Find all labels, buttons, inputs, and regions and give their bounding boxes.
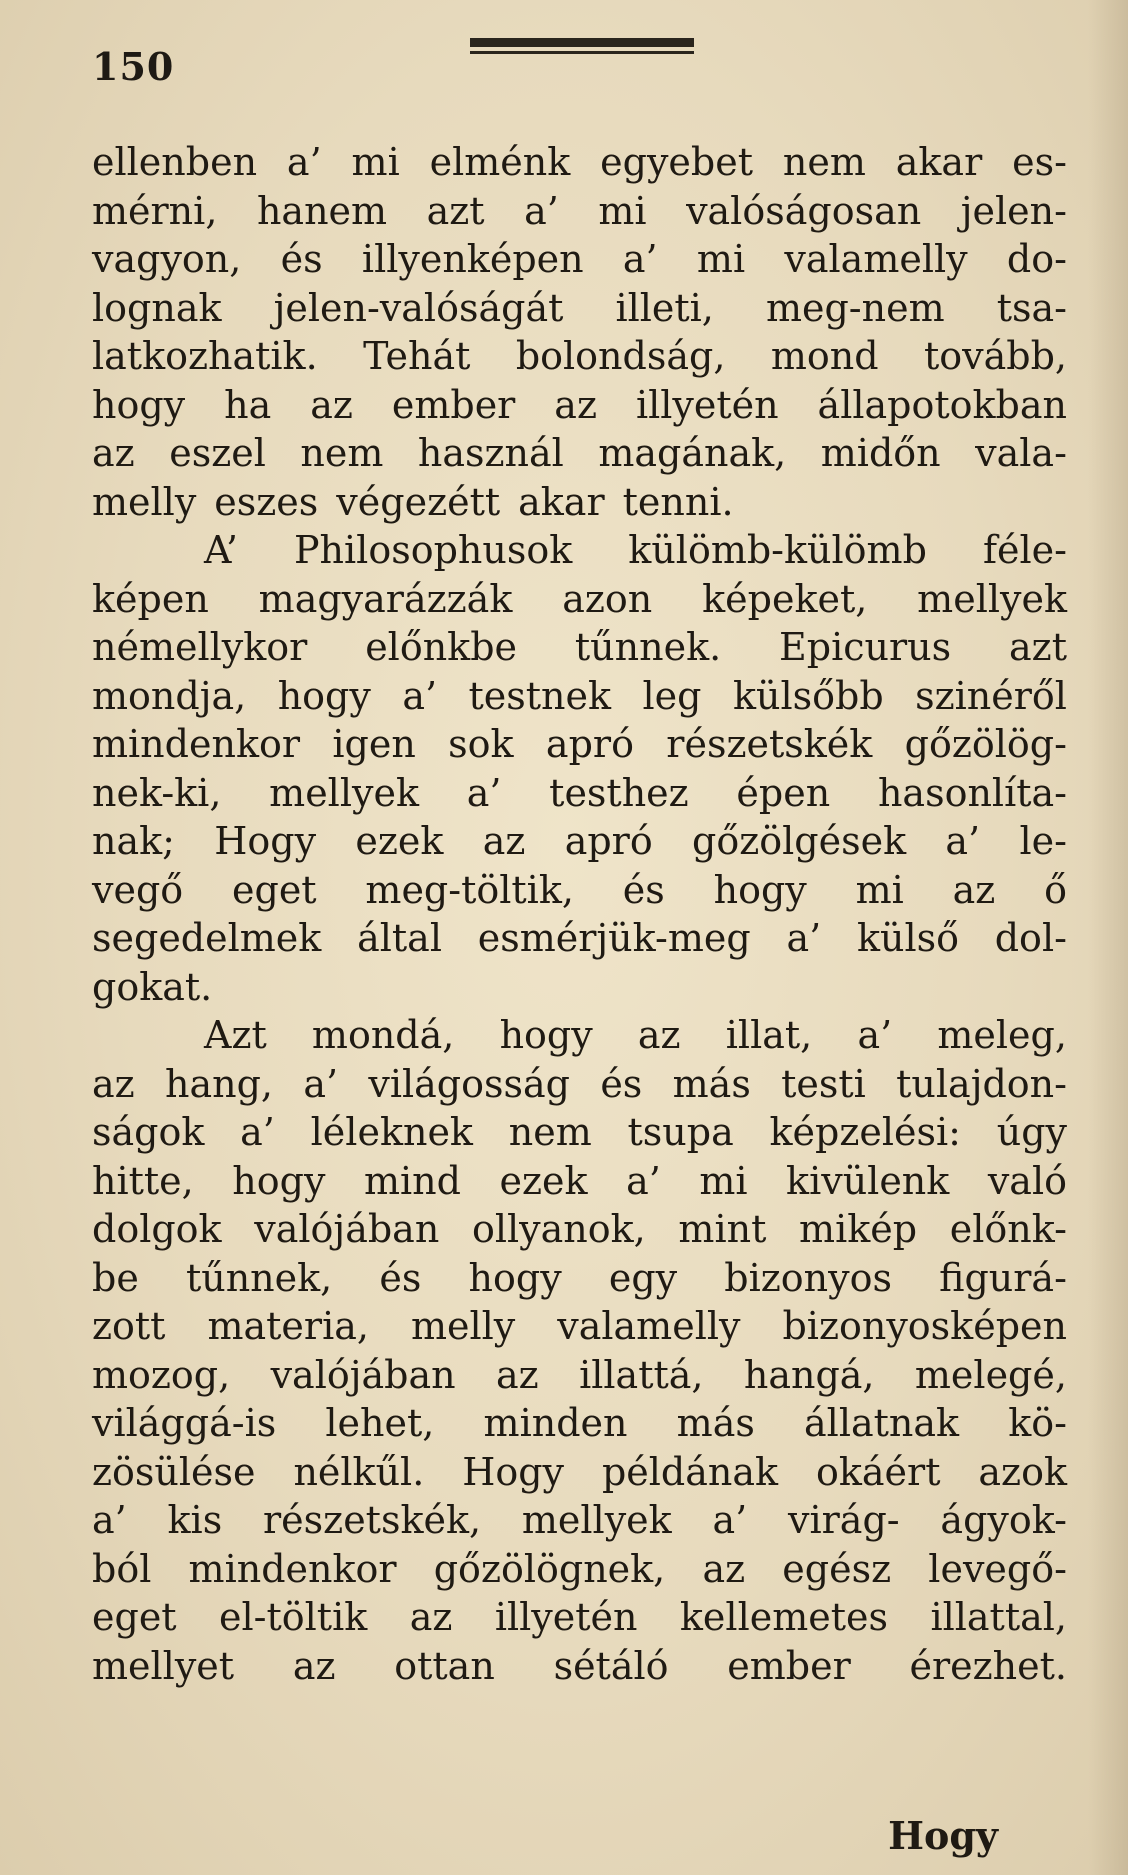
text-line: az eszel nem használ magának, midőn vala-	[92, 431, 1067, 475]
text-line: világgá-is lehet, minden más állatnak kö-	[92, 1401, 1067, 1445]
text-line: segedelmek által esmérjük-meg a’ külső dol-	[92, 916, 1067, 960]
text-line: az hang, a’ világosság és más testi tulajdon-	[92, 1061, 1067, 1106]
text-line: hogy ha az ember az illyetén állapotokban	[92, 382, 1067, 427]
text-line: gokat.	[92, 964, 213, 1009]
text-line: vegő eget meg-töltik, és hogy mi az ő	[92, 867, 1067, 912]
text-line: nek-ki, mellyek a’ testhez épen hasonlíta-	[92, 770, 1067, 815]
text-line: zösülése nélkűl. Hogy példának okáért azok	[92, 1449, 1067, 1494]
text-line: mellyet az ottan sétáló ember érezhet.	[92, 1643, 1067, 1688]
body-text	[92, 138, 1067, 1690]
text-line: nak; Hogy ezek az apró gőzölgések a’ le-	[92, 819, 1067, 863]
text-line: A’ Philosophusok külömb-külömb féle-	[204, 528, 1067, 572]
text-line: mondja, hogy a’ testnek leg külsőbb szinéről	[92, 673, 1067, 718]
text-line: be tűnnek, és hogy egy bizonyos figurá-	[92, 1255, 1067, 1300]
page-number: 150	[92, 44, 175, 89]
catchword: Hogy	[888, 1813, 998, 1858]
text-line: ból mindenkor gőzölögnek, az egész levegő-	[92, 1546, 1067, 1591]
text-line: képen magyarázzák azon képeket, mellyek	[92, 576, 1067, 621]
page-fold-shadow	[1088, 0, 1128, 1875]
header-rule	[470, 38, 694, 57]
text-line: hitte, hogy mind ezek a’ mi kivülenk való	[92, 1158, 1067, 1203]
text-line: eget el-töltik az illyetén kellemetes illattal,	[92, 1595, 1067, 1639]
text-line: mozog, valójában az illattá, hangá, melegé,	[92, 1352, 1067, 1397]
text-line: mérni, hanem azt a’ mi valóságosan jelen-	[92, 188, 1067, 233]
text-line: ellenben a’ mi elménk egyebet nem akar es-	[92, 140, 1067, 184]
text-line: némellykor előnkbe tűnnek. Epicurus azt	[92, 625, 1067, 669]
text-line: zott materia, melly valamelly bizonyosképen	[92, 1304, 1067, 1348]
text-line: dolgok valójában ollyanok, mint mikép előnk-	[92, 1207, 1067, 1251]
text-line: latkozhatik. Tehát bolondság, mond tovább,	[92, 334, 1067, 378]
header-rule-thin	[470, 51, 694, 54]
text-line: a’ kis részetskék, mellyek a’ virág- ágyok-	[92, 1498, 1067, 1542]
text-line: mindenkor igen sok apró részetskék gőzölög-	[92, 722, 1067, 766]
text-line: Azt mondá, hogy az illat, a’ meleg,	[204, 1013, 1067, 1057]
text-line: melly eszes végezétt akar tenni.	[92, 479, 734, 524]
text-line: lognak jelen-valóságát illeti, meg-nem tsa-	[92, 285, 1067, 330]
text-line: ságok a’ léleknek nem tsupa képzelési: úgy	[92, 1110, 1067, 1154]
text-line: vagyon, és illyenképen a’ mi valamelly do-	[92, 237, 1067, 281]
header-rule-thick	[470, 38, 694, 47]
